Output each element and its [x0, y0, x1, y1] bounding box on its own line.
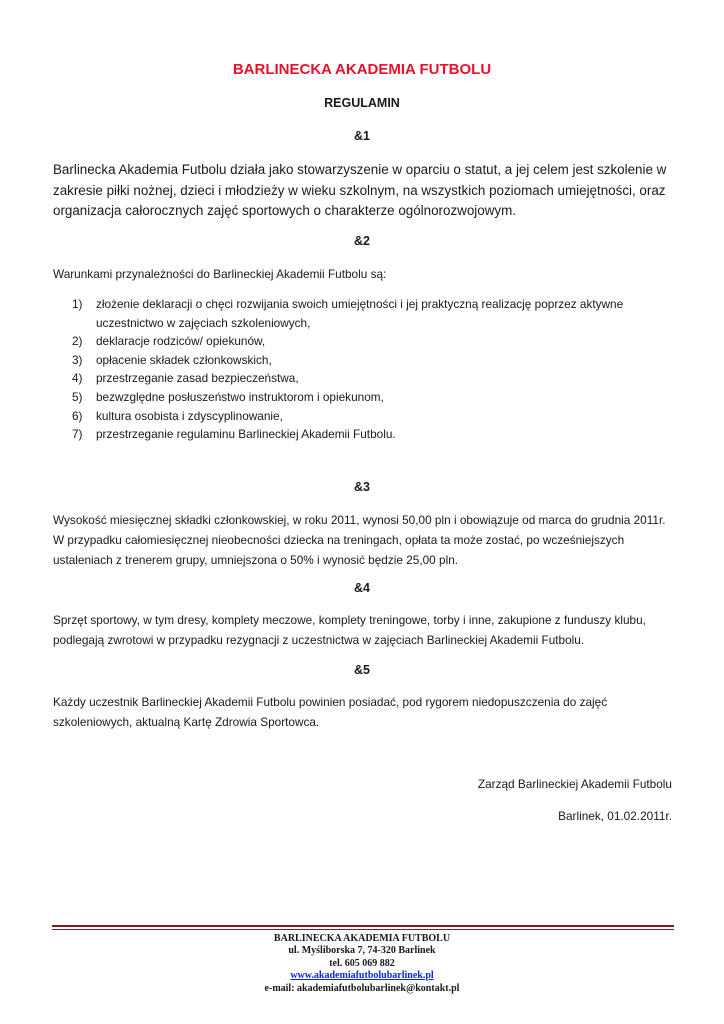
section-intro-2: Warunkami przynależności do Barlineckiej Akademii Futbolu są: — [53, 267, 387, 281]
list-text: przestrzeganie regulaminu Barlineckiej Akademii Futbolu. — [96, 427, 396, 442]
list-text: opłacenie składek członkowskich, — [96, 352, 272, 367]
footer-website-link[interactable]: www.akademiafutbolubarlinek.pl — [290, 970, 434, 982]
section-heading-5: &5 — [354, 663, 370, 677]
section-heading-3: &3 — [354, 480, 370, 494]
list-number: 2) — [72, 334, 83, 349]
list-number: 5) — [72, 389, 83, 404]
list-item — [53, 351, 683, 370]
list-text: przestrzeganie zasad bezpieczeństwa, — [96, 371, 299, 386]
section-text-5: Każdy uczestnik Barlineckiej Akademii Futbolu powinien posiadać, pod rygorem niedopuszczenia do zajęć szkoleniowych, aktualną Kartę Zdrowia Sportowca. — [53, 695, 608, 729]
document-subtitle: REGULAMIN — [324, 96, 400, 110]
section-text-4: Sprzęt sportowy, w tym dresy, komplety meczowe, komplety treningowe, torby i inne, zakupione z funduszy klubu, podlegają zwrotowi w przypadku rezygnacji z uczestnictwa w zajęciach Barlineckiej Akademii Futbolu. — [53, 613, 646, 647]
list-text: deklaracje rodziców/ opiekunów, — [96, 334, 266, 349]
section-heading-1: &1 — [354, 129, 370, 143]
list-number: 6) — [72, 408, 83, 423]
footer-divider-thin — [52, 929, 674, 930]
list-text: złożenie deklaracji o chęci rozwijania swoich umiejętności i jej praktyczną realizację poprzez aktywne uczestnictwo w zajęciach szkoleniowych, — [96, 297, 624, 330]
footer-phone: tel. 605 069 882 — [329, 957, 395, 969]
list-item — [53, 388, 683, 407]
section-heading-2: &2 — [354, 234, 370, 248]
list-item — [53, 425, 683, 444]
footer-email[interactable]: e-mail: akademiafutbolubarlinek@kontakt.pl — [264, 982, 460, 994]
list-item — [53, 369, 683, 388]
list-number: 3) — [72, 352, 83, 367]
section-text-1: Barlinecka Akademia Futbolu działa jako stowarzyszenie w oparciu o statut, a jej celem jest szkolenie w zakresie piłki nożnej, dzieci i młodzieży w wieku szkolnym, na wszystkich poziomach umiejętności, oraz organizacja całorocznych zajęć sportowych o charakterze ogólnorozwojowym. — [53, 162, 667, 218]
list-number: 4) — [72, 371, 83, 386]
section-heading-4: &4 — [354, 581, 370, 595]
document-title: BARLINECKA AKADEMIA FUTBOLU — [232, 61, 492, 78]
conditions-list — [53, 295, 683, 444]
list-item — [53, 407, 683, 426]
signature: Zarząd Barlineckiej Akademii Futbolu — [477, 777, 672, 791]
list-item — [53, 332, 683, 351]
list-item — [53, 295, 683, 332]
place-date: Barlinek, 01.02.2011r. — [558, 809, 672, 823]
footer-name: BARLINECKA AKADEMIA FUTBOLU — [273, 933, 451, 944]
list-text: bezwzględne posłuszeństwo instruktorom i opiekunom, — [96, 389, 384, 404]
list-number: 7) — [72, 427, 83, 442]
list-number: 1) — [72, 297, 83, 311]
list-text: kultura osobista i zdyscyplinowanie, — [96, 408, 283, 423]
section-text-3: Wysokość miesięcznej składki członkowskiej, w roku 2011, wynosi 50,00 pln i obowiązuje od marca do grudnia 2011r. W przypadku całomiesięcznej nieobecności dziecka na treningach, opłata ta może zostać, po wcześniejszych ustaleniach z trenerem grupy, umniejszona o 50% i wynosić będzie 25,00 pln. — [53, 513, 666, 567]
footer — [0, 933, 724, 995]
footer-address: ul. Myśliborska 7, 74-320 Barlinek — [288, 945, 436, 957]
footer-divider — [52, 925, 674, 927]
